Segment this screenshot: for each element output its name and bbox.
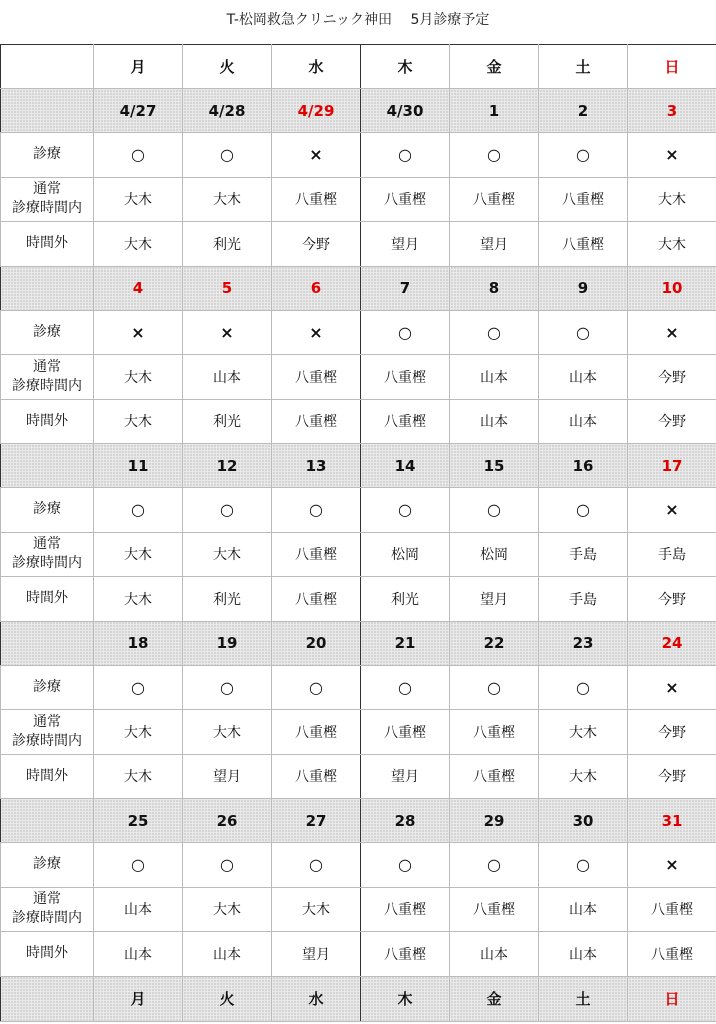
date-cell: 6: [272, 266, 361, 310]
row-label-line2: 診療時間内: [12, 732, 82, 749]
doctor-normal: 手島: [628, 532, 716, 577]
open-mark: ○: [131, 677, 145, 697]
shinryo-mark: [450, 843, 539, 888]
shinryo-mark: [539, 488, 628, 533]
doctor-normal: 八重樫: [272, 710, 361, 755]
doctor-after: 手島: [539, 577, 628, 622]
date-cell: 13: [272, 444, 361, 488]
date-cell: 21: [361, 621, 450, 665]
weekday-header: 金: [450, 45, 539, 89]
open-mark: ○: [131, 855, 145, 875]
open-mark: ○: [487, 855, 501, 875]
row-label-line1: 通常: [33, 181, 61, 198]
doctor-normal: 大木: [272, 887, 361, 932]
doctor-normal: 大木: [183, 887, 272, 932]
weekday-footer: 日: [628, 976, 716, 1021]
weekday-footer: 土: [539, 976, 628, 1021]
row-label-normal-hours: [1, 887, 94, 932]
doctor-normal: 大木: [94, 532, 183, 577]
date-cell: 12: [183, 444, 272, 488]
date-cell: 15: [450, 444, 539, 488]
row-label-line2: 診療時間内: [12, 200, 82, 217]
row-label-shinryo: 診療: [1, 133, 94, 178]
doctor-after: 山本: [450, 932, 539, 977]
date-cell: 25: [94, 799, 183, 843]
doctor-normal: 大木: [183, 710, 272, 755]
shinryo-mark: [94, 310, 183, 355]
weekday-footer: 火: [183, 976, 272, 1021]
closed-mark: ×: [220, 322, 234, 342]
doctor-after: 山本: [94, 932, 183, 977]
schedule-body: [1, 45, 716, 1022]
doctor-normal: 山本: [94, 887, 183, 932]
after-hours-row: [1, 222, 716, 267]
shinryo-mark: [94, 133, 183, 178]
doctor-normal: 大木: [94, 710, 183, 755]
date-cell: 27: [272, 799, 361, 843]
date-label-cell: [1, 89, 94, 133]
doctor-after: 八重樫: [361, 932, 450, 977]
date-row: [1, 444, 716, 488]
shinryo-mark: [94, 488, 183, 533]
doctor-after: 山本: [450, 399, 539, 444]
weekday-footer: 金: [450, 976, 539, 1021]
doctor-after: 八重樫: [272, 399, 361, 444]
doctor-normal: 八重樫: [450, 710, 539, 755]
open-mark: ○: [131, 500, 145, 520]
normal-hours-row: [1, 177, 716, 222]
open-mark: ○: [398, 322, 412, 342]
doctor-after: 大木: [94, 399, 183, 444]
doctor-normal: 八重樫: [272, 355, 361, 400]
after-hours-row: [1, 577, 716, 622]
doctor-after: 今野: [628, 754, 716, 799]
row-label-shinryo: 診療: [1, 488, 94, 533]
doctor-after: 今野: [628, 399, 716, 444]
date-cell: 8: [450, 266, 539, 310]
row-label-shinryo: 診療: [1, 665, 94, 710]
open-mark: ○: [576, 145, 590, 165]
row-label-after-hours: 時間外: [1, 577, 94, 622]
weekday-header: 土: [539, 45, 628, 89]
doctor-normal: 手島: [539, 532, 628, 577]
doctor-normal: 今野: [628, 355, 716, 400]
doctor-after: 利光: [361, 577, 450, 622]
shinryo-row: [1, 310, 716, 355]
shinryo-mark: [628, 133, 716, 178]
open-mark: ○: [309, 855, 323, 875]
date-cell: 30: [539, 799, 628, 843]
open-mark: ○: [220, 677, 234, 697]
weekday-footer: 木: [361, 976, 450, 1021]
shinryo-mark: [361, 133, 450, 178]
date-row: [1, 89, 716, 133]
doctor-normal: 大木: [183, 177, 272, 222]
date-row: [1, 266, 716, 310]
shinryo-mark: [94, 843, 183, 888]
doctor-normal: 大木: [628, 177, 716, 222]
closed-mark: ×: [665, 855, 679, 875]
open-mark: ○: [220, 855, 234, 875]
doctor-normal: 八重樫: [272, 177, 361, 222]
date-cell: 11: [94, 444, 183, 488]
open-mark: ○: [398, 855, 412, 875]
shinryo-row: [1, 488, 716, 533]
weekday-footer: 月: [94, 976, 183, 1021]
open-mark: ○: [487, 500, 501, 520]
shinryo-mark: [183, 488, 272, 533]
date-cell: 24: [628, 621, 716, 665]
date-cell: 14: [361, 444, 450, 488]
doctor-after: 山本: [183, 932, 272, 977]
date-cell: 10: [628, 266, 716, 310]
doctor-after: 山本: [539, 399, 628, 444]
doctor-normal: 八重樫: [361, 710, 450, 755]
row-label-after-hours: 時間外: [1, 399, 94, 444]
open-mark: ○: [220, 500, 234, 520]
doctor-after: 望月: [183, 754, 272, 799]
doctor-after: 望月: [272, 932, 361, 977]
row-label-normal-hours: [1, 177, 94, 222]
doctor-normal: 八重樫: [450, 177, 539, 222]
date-cell: 4/27: [94, 89, 183, 133]
row-label-normal-hours: [1, 710, 94, 755]
doctor-after: 八重樫: [361, 399, 450, 444]
shinryo-mark: [361, 843, 450, 888]
doctor-normal: 山本: [183, 355, 272, 400]
date-cell: 4/28: [183, 89, 272, 133]
row-label-after-hours: 時間外: [1, 222, 94, 267]
doctor-normal: 大木: [94, 177, 183, 222]
shinryo-row: [1, 665, 716, 710]
date-cell: 26: [183, 799, 272, 843]
shinryo-mark: [183, 133, 272, 178]
row-label-after-hours: 時間外: [1, 932, 94, 977]
date-label-cell: [1, 444, 94, 488]
normal-hours-row: [1, 887, 716, 932]
row-label-shinryo: 診療: [1, 843, 94, 888]
weekday-header: 水: [272, 45, 361, 89]
date-label-cell: [1, 799, 94, 843]
normal-hours-row: [1, 355, 716, 400]
shinryo-row: [1, 843, 716, 888]
shinryo-mark: [628, 488, 716, 533]
open-mark: ○: [309, 500, 323, 520]
closed-mark: ×: [665, 322, 679, 342]
doctor-after: 大木: [628, 222, 716, 267]
open-mark: ○: [487, 677, 501, 697]
date-cell: 18: [94, 621, 183, 665]
date-label-cell: [1, 266, 94, 310]
open-mark: ○: [576, 855, 590, 875]
doctor-after: 望月: [361, 222, 450, 267]
date-cell: 5: [183, 266, 272, 310]
shinryo-mark: [361, 665, 450, 710]
doctor-normal: 松岡: [450, 532, 539, 577]
date-cell: 1: [450, 89, 539, 133]
doctor-normal: 八重樫: [361, 355, 450, 400]
closed-mark: ×: [309, 145, 323, 165]
open-mark: ○: [398, 145, 412, 165]
date-cell: 28: [361, 799, 450, 843]
doctor-normal: 八重樫: [361, 177, 450, 222]
date-cell: 9: [539, 266, 628, 310]
row-label-line1: 通常: [33, 891, 61, 908]
date-cell: 2: [539, 89, 628, 133]
open-mark: ○: [487, 322, 501, 342]
page-title: T-松岡救急クリニック神田 5月診療予定: [226, 12, 490, 28]
open-mark: ○: [398, 500, 412, 520]
date-cell: 22: [450, 621, 539, 665]
weekday-header: 木: [361, 45, 450, 89]
shinryo-mark: [539, 665, 628, 710]
shinryo-mark: [539, 133, 628, 178]
row-label-line1: 通常: [33, 358, 61, 375]
weekday-footer-row: [1, 976, 716, 1021]
corner-cell: [1, 976, 94, 1021]
shinryo-mark: [272, 843, 361, 888]
doctor-after: 望月: [361, 754, 450, 799]
shinryo-mark: [272, 665, 361, 710]
doctor-after: 八重樫: [272, 577, 361, 622]
date-cell: 29: [450, 799, 539, 843]
shinryo-row: [1, 133, 716, 178]
doctor-after: 望月: [450, 577, 539, 622]
doctor-normal: 大木: [183, 532, 272, 577]
open-mark: ○: [131, 145, 145, 165]
open-mark: ○: [487, 145, 501, 165]
date-cell: 31: [628, 799, 716, 843]
shinryo-mark: [361, 310, 450, 355]
date-cell: 23: [539, 621, 628, 665]
date-cell: 20: [272, 621, 361, 665]
doctor-after: 大木: [94, 222, 183, 267]
shinryo-mark: [450, 665, 539, 710]
open-mark: ○: [576, 500, 590, 520]
shinryo-mark: [450, 133, 539, 178]
shinryo-mark: [450, 488, 539, 533]
open-mark: ○: [309, 677, 323, 697]
open-mark: ○: [576, 677, 590, 697]
date-cell: 3: [628, 89, 716, 133]
schedule-table: [0, 44, 716, 1022]
doctor-normal: 松岡: [361, 532, 450, 577]
doctor-after: 大木: [539, 754, 628, 799]
shinryo-mark: [94, 665, 183, 710]
doctor-after: 八重樫: [628, 932, 716, 977]
shinryo-mark: [539, 310, 628, 355]
weekday-header-row: [1, 45, 716, 89]
doctor-after: 山本: [539, 932, 628, 977]
doctor-after: 今野: [272, 222, 361, 267]
doctor-after: 大木: [94, 754, 183, 799]
doctor-normal: 山本: [539, 887, 628, 932]
doctor-after: 大木: [94, 577, 183, 622]
shinryo-mark: [272, 133, 361, 178]
doctor-normal: 大木: [539, 710, 628, 755]
date-cell: 7: [361, 266, 450, 310]
doctor-after: 八重樫: [539, 222, 628, 267]
after-hours-row: [1, 399, 716, 444]
doctor-after: 八重樫: [272, 754, 361, 799]
doctor-normal: 八重樫: [628, 887, 716, 932]
doctor-normal: 山本: [450, 355, 539, 400]
shinryo-mark: [628, 310, 716, 355]
shinryo-mark: [183, 843, 272, 888]
closed-mark: ×: [665, 677, 679, 697]
open-mark: ○: [220, 145, 234, 165]
row-label-line2: 診療時間内: [12, 377, 82, 394]
row-label-line2: 診療時間内: [12, 555, 82, 572]
shinryo-mark: [361, 488, 450, 533]
closed-mark: ×: [309, 322, 323, 342]
date-cell: 19: [183, 621, 272, 665]
weekday-footer: 水: [272, 976, 361, 1021]
shinryo-mark: [183, 665, 272, 710]
open-mark: ○: [398, 677, 412, 697]
row-label-normal-hours: [1, 532, 94, 577]
date-cell: 4/30: [361, 89, 450, 133]
doctor-normal: 山本: [539, 355, 628, 400]
weekday-header: 日: [628, 45, 716, 89]
closed-mark: ×: [131, 322, 145, 342]
row-label-line1: 通常: [33, 713, 61, 730]
row-label-shinryo: 診療: [1, 310, 94, 355]
open-mark: ○: [576, 322, 590, 342]
row-label-normal-hours: [1, 355, 94, 400]
date-cell: 4: [94, 266, 183, 310]
corner-cell: [1, 45, 94, 89]
date-cell: 16: [539, 444, 628, 488]
doctor-after: 今野: [628, 577, 716, 622]
shinryo-mark: [272, 488, 361, 533]
shinryo-mark: [272, 310, 361, 355]
shinryo-mark: [539, 843, 628, 888]
closed-mark: ×: [665, 500, 679, 520]
doctor-after: 利光: [183, 577, 272, 622]
date-cell: 17: [628, 444, 716, 488]
doctor-after: 八重樫: [450, 754, 539, 799]
shinryo-mark: [183, 310, 272, 355]
weekday-header: 月: [94, 45, 183, 89]
date-row: [1, 621, 716, 665]
closed-mark: ×: [665, 145, 679, 165]
date-cell: 4/29: [272, 89, 361, 133]
after-hours-row: [1, 932, 716, 977]
doctor-normal: 八重樫: [450, 887, 539, 932]
doctor-after: 利光: [183, 399, 272, 444]
date-row: [1, 799, 716, 843]
doctor-after: 望月: [450, 222, 539, 267]
doctor-normal: 大木: [94, 355, 183, 400]
row-label-after-hours: 時間外: [1, 754, 94, 799]
date-label-cell: [1, 621, 94, 665]
shinryo-mark: [628, 665, 716, 710]
normal-hours-row: [1, 532, 716, 577]
doctor-normal: 八重樫: [361, 887, 450, 932]
shinryo-mark: [628, 843, 716, 888]
row-label-line2: 診療時間内: [12, 910, 82, 927]
shinryo-mark: [450, 310, 539, 355]
after-hours-row: [1, 754, 716, 799]
doctor-normal: 八重樫: [539, 177, 628, 222]
normal-hours-row: [1, 710, 716, 755]
doctor-normal: 八重樫: [272, 532, 361, 577]
row-label-line1: 通常: [33, 536, 61, 553]
doctor-after: 利光: [183, 222, 272, 267]
doctor-normal: 今野: [628, 710, 716, 755]
weekday-header: 火: [183, 45, 272, 89]
